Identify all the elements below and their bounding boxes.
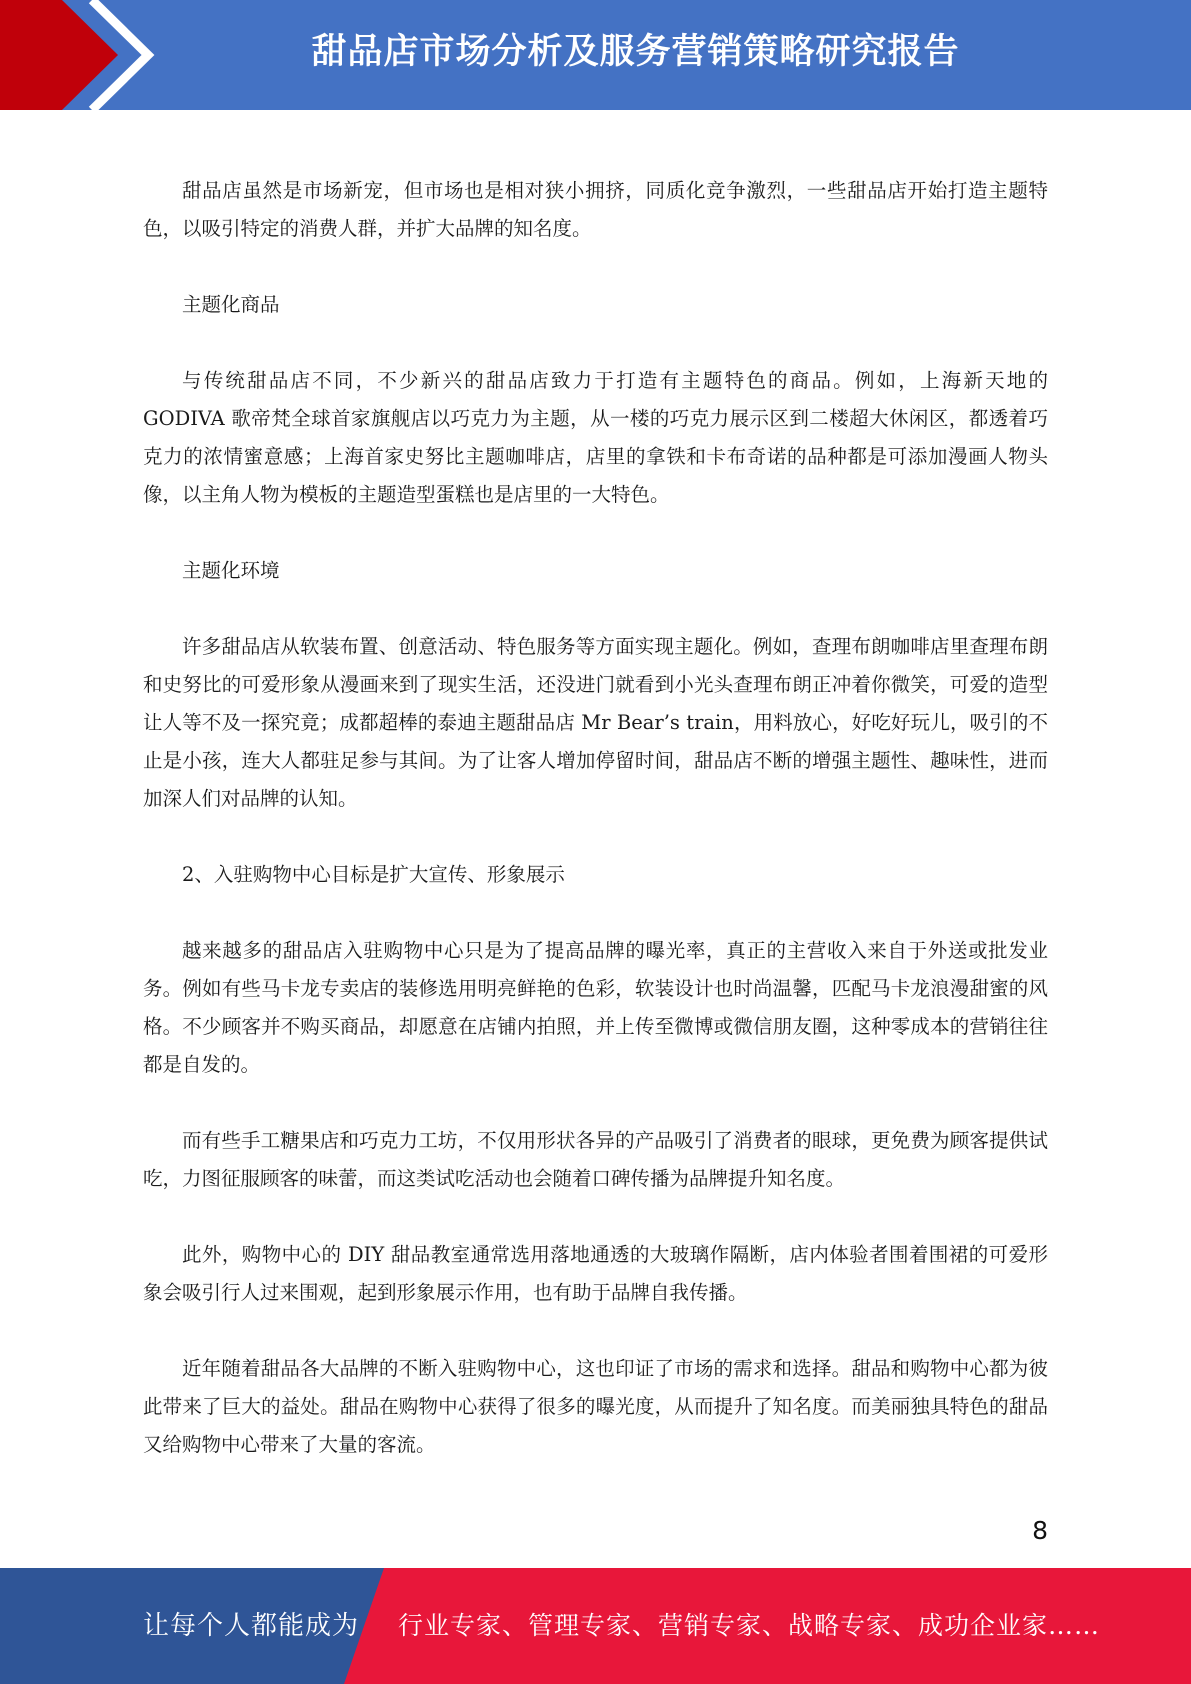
page-number: 8 [1032,1516,1048,1545]
section-heading-themed-products: 主题化商品 [182,293,280,316]
section-heading-themed-environment: 主题化环境 [182,559,280,582]
footer-slogan-roles: 行业专家、管理专家、营销专家、战略专家、成功企业家…… [398,1611,1101,1640]
paragraph-conclusion: 近年随着甜品各大品牌的不断入驻购物中心，这也印证了市场的需求和选择。甜品和购物中心都为彼此带来了巨大的益处。甜品在购物中心获得了很多的曝光度，从而提升了知名度。而美丽独具特色的甜品又给购物中心带来了大量的客流。 [143,1357,1048,1456]
red-arrow-decoration [0,0,160,110]
report-title: 甜品店市场分析及服务营销策略研究报告 [311,32,960,72]
page-header [0,0,1191,110]
document-body [143,172,1048,1502]
footer-slogan-lead: 让每个人都能成为 [143,1611,360,1641]
red-arrow-shape [0,0,118,110]
paragraph-diy-classroom: 此外，购物中心的 DIY 甜品教室通常选用落地通透的大玻璃作隔断，店内体验者围着围裙的可爱形象会吸引行人过来围观，起到形象展示作用，也有助于品牌自我传播。 [143,1243,1048,1304]
paragraph-intro: 甜品店虽然是市场新宠，但市场也是相对狭小拥挤，同质化竞争激烈，一些甜品店开始打造主题特色，以吸引特定的消费人群，并扩大品牌的知名度。 [143,179,1048,240]
section-heading-shopping-mall: 2、入驻购物中心目标是扩大宣传、形象展示 [182,863,565,886]
paragraph-themed-environment: 许多甜品店从软装布置、创意活动、特色服务等方面实现主题化。例如，查理布朗咖啡店里查理布朗和史努比的可爱形象从漫画来到了现实生活，还没进门就看到小光头查理布朗正冲着你微笑，可爱的造型让人等不及一探究竟；成都超棒的泰迪主题甜品店 Mr Bear’s train，用料放心，好吃好玩儿，吸引的不止是小孩，连大人都驻足参与其间。为了让客人增加停留时间，甜品店不断的增强主题性、趣味性，进而加深人们对品牌的认知。 [143,635,1048,810]
paragraph-candy-workshops: 而有些手工糖果店和巧克力工坊，不仅用形状各异的产品吸引了消费者的眼球，更免费为顾客提供试吃，力图征服顾客的味蕾，而这类试吃活动也会随着口碑传播为品牌提升知名度。 [143,1129,1048,1190]
paragraph-themed-products: 与传统甜品店不同，不少新兴的甜品店致力于打造有主题特色的商品。例如，上海新天地的 GODIVA 歌帝梵全球首家旗舰店以巧克力为主题，从一楼的巧克力展示区到二楼超大休闲区，都透着巧克力的浓情蜜意感；上海首家史努比主题咖啡店，店里的拿铁和卡布奇诺的品种都是可添加漫画人物头像，以主角人物为模板的主题造型蛋糕也是店里的一大特色。 [143,369,1048,506]
page-footer [0,1568,1191,1684]
paragraph-mall-exposure: 越来越多的甜品店入驻购物中心只是为了提高品牌的曝光率，真正的主营收入来自于外送或批发业务。例如有些马卡龙专卖店的装修选用明亮鲜艳的色彩，软装设计也时尚温馨，匹配马卡龙浪漫甜蜜的风格。不少顾客并不购买商品，却愿意在店铺内拍照，并上传至微博或微信朋友圈，这种零成本的营销往往都是自发的。 [143,939,1048,1076]
